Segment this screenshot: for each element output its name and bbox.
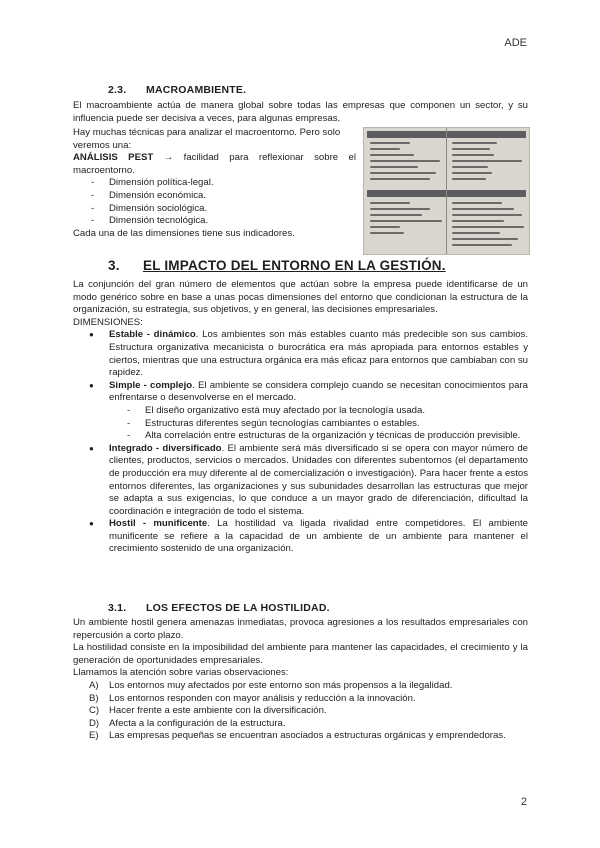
dimensions-closing: Cada una de las dimensiones tiene sus indicadores. [73,227,295,239]
pest-table-photo [363,127,530,255]
subject-label: ADE [504,37,527,49]
arrow-icon: → [163,152,174,164]
techniques-line-1: Hay muchas técnicas para analizar el macroentorno. Pero solo [73,127,341,138]
hostilidad-p1: Un ambiente hostil genera amenazas inmediatas, provoca agresiones a los resultados empresariales con repercusión a corto plazo. [73,617,528,641]
pest-label: ANÁLISIS PEST [73,152,154,164]
section-title: EL IMPACTO DEL ENTORNO EN LA GESTIÓN. [143,258,446,273]
list-item [73,329,528,379]
macroambiente-intro [73,100,528,125]
impacto-intro: La conjunción del gran número de elementos que actúan sobre la empresa puede identificarse de un modo genérico sobre en base a unas pocas dimensiones del entorno que condicionan la estructura de la organización, su estrategia, sus objetivos, y en general, las decisiones empresariales. [73,279,528,316]
pest-column [73,127,356,240]
list-item: - Alta correlación entre estructuras de la organización y técnicas de producción previsible. [109,430,528,443]
list-item [73,705,528,718]
observations-list [73,680,528,743]
item-text: Los entornos responden con mayor análisis y reducción a la innovación. [109,692,416,704]
list-item: - Dimensión tecnológica. [73,215,356,228]
list-item [73,718,528,731]
item-text: Afecta a la configuración de la estructura. [109,717,286,729]
list-item: - Dimensión sociológica. [73,203,356,216]
bullet-text: . Los ambientes son más estables cuanto más predecible son sus cambios. Estructura organizativa mecanicista o burocrática era más apropiada para entornos estables y ciertos, mientras que una estructura orgánica era más eficaz para entornos que cambiaban con su rapidez. [109,329,528,379]
section-number: 3.1. [108,602,127,614]
item-letter: D) [89,717,100,729]
section-title: MACROAMBIENTE. [146,84,247,96]
item-letter: A) [89,679,99,691]
intro-paragraph: El macroambiente actúa de manera global sobre todas las empresas que componen un sector, y su influencia puede ser decisiva a veces, para algunas empresas. [73,100,528,124]
bullet-term: Hostil - munificente [109,518,208,530]
dimensions-label: DIMENSIONES: [73,316,143,328]
list-item [73,518,528,556]
dimension-list [73,177,356,227]
section-number: 3. [108,258,120,273]
section-heading-impacto [108,260,446,273]
hostilidad-body [73,617,528,743]
list-item [73,443,528,519]
hostilidad-p2: La hostilidad consiste en la imposibilidad del ambiente para mantener las capacidades, el crecimiento y la generación de oportunidades empresariales. [73,642,528,666]
list-item: - El diseño organizativo está muy afectado por la tecnología usada. [109,405,528,418]
bullet-term: Estable - dinámico [109,329,196,341]
pest-paragraph [73,152,356,177]
list-item [73,380,528,443]
bullet-text: . El ambiente se considera complejo cuando se necesitan conocimientos para enfrentarse o desenvolverse en el mercado. [109,379,528,404]
impacto-body [73,279,528,556]
item-text: Hacer frente a este ambiente con la diversificación. [109,705,327,717]
bullet-term: Integrado - diversificado [109,442,222,454]
pest-text: facilidad para reflexionar sobre el macroentorno. [73,152,356,176]
item-letter: B) [89,692,99,704]
list-item [73,730,528,743]
item-letter: E) [89,730,99,742]
list-item: - Estructuras diferentes según tecnologías cambiantes o estables. [109,418,528,431]
dimensions-bullet-list [73,329,528,556]
bullet-term: Simple - complejo [109,379,193,391]
item-text: Las empresas pequeñas se encuentran asociados a estructuras orgánicas y emprendedoras. [109,730,506,742]
hostilidad-p3: Llamamos la atención sobre varias observaciones: [73,667,289,679]
page-number: 2 [520,796,527,808]
item-letter: C) [89,705,100,717]
list-item: - Dimensión económica. [73,190,356,203]
section-heading-macroambiente [108,84,246,97]
section-title: LOS EFECTOS DE LA HOSTILIDAD. [146,602,330,614]
section-number: 2.3. [108,84,127,96]
bullet-text: . La hostilidad va ligada rivalidad entre competidores. El ambiente munificente se refiere a la capacidad de un ambiente de un ambiente para mantener el crecimiento sostenido de una organización. [109,518,528,555]
sub-list [73,405,528,443]
list-item [73,693,528,706]
bullet-text: . El ambiente será más diversificado si se opera con mayor número de clientes, productos, servicios o mercados. Unidades con diferentes subentornos (el departamento de producción era muy diferente al de comercialización o investigación). Para hacer frente a estos entornos diferentes, las organizaciones y sus subunidades desarrollan las estructuras que mejor se adapta a sus exigencias, lo que conduce a un mayor grado de diferenciación, dificultad la coordinación e integración de todo el sistema. [109,442,528,517]
item-text: Los entornos muy afectados por este entorno son más propensos a la ilegalidad. [109,679,453,691]
techniques-line-2: veremos una: [73,139,132,151]
list-item [73,680,528,693]
list-item: - Dimensión política-legal. [73,177,356,190]
section-heading-hostilidad [108,602,330,615]
